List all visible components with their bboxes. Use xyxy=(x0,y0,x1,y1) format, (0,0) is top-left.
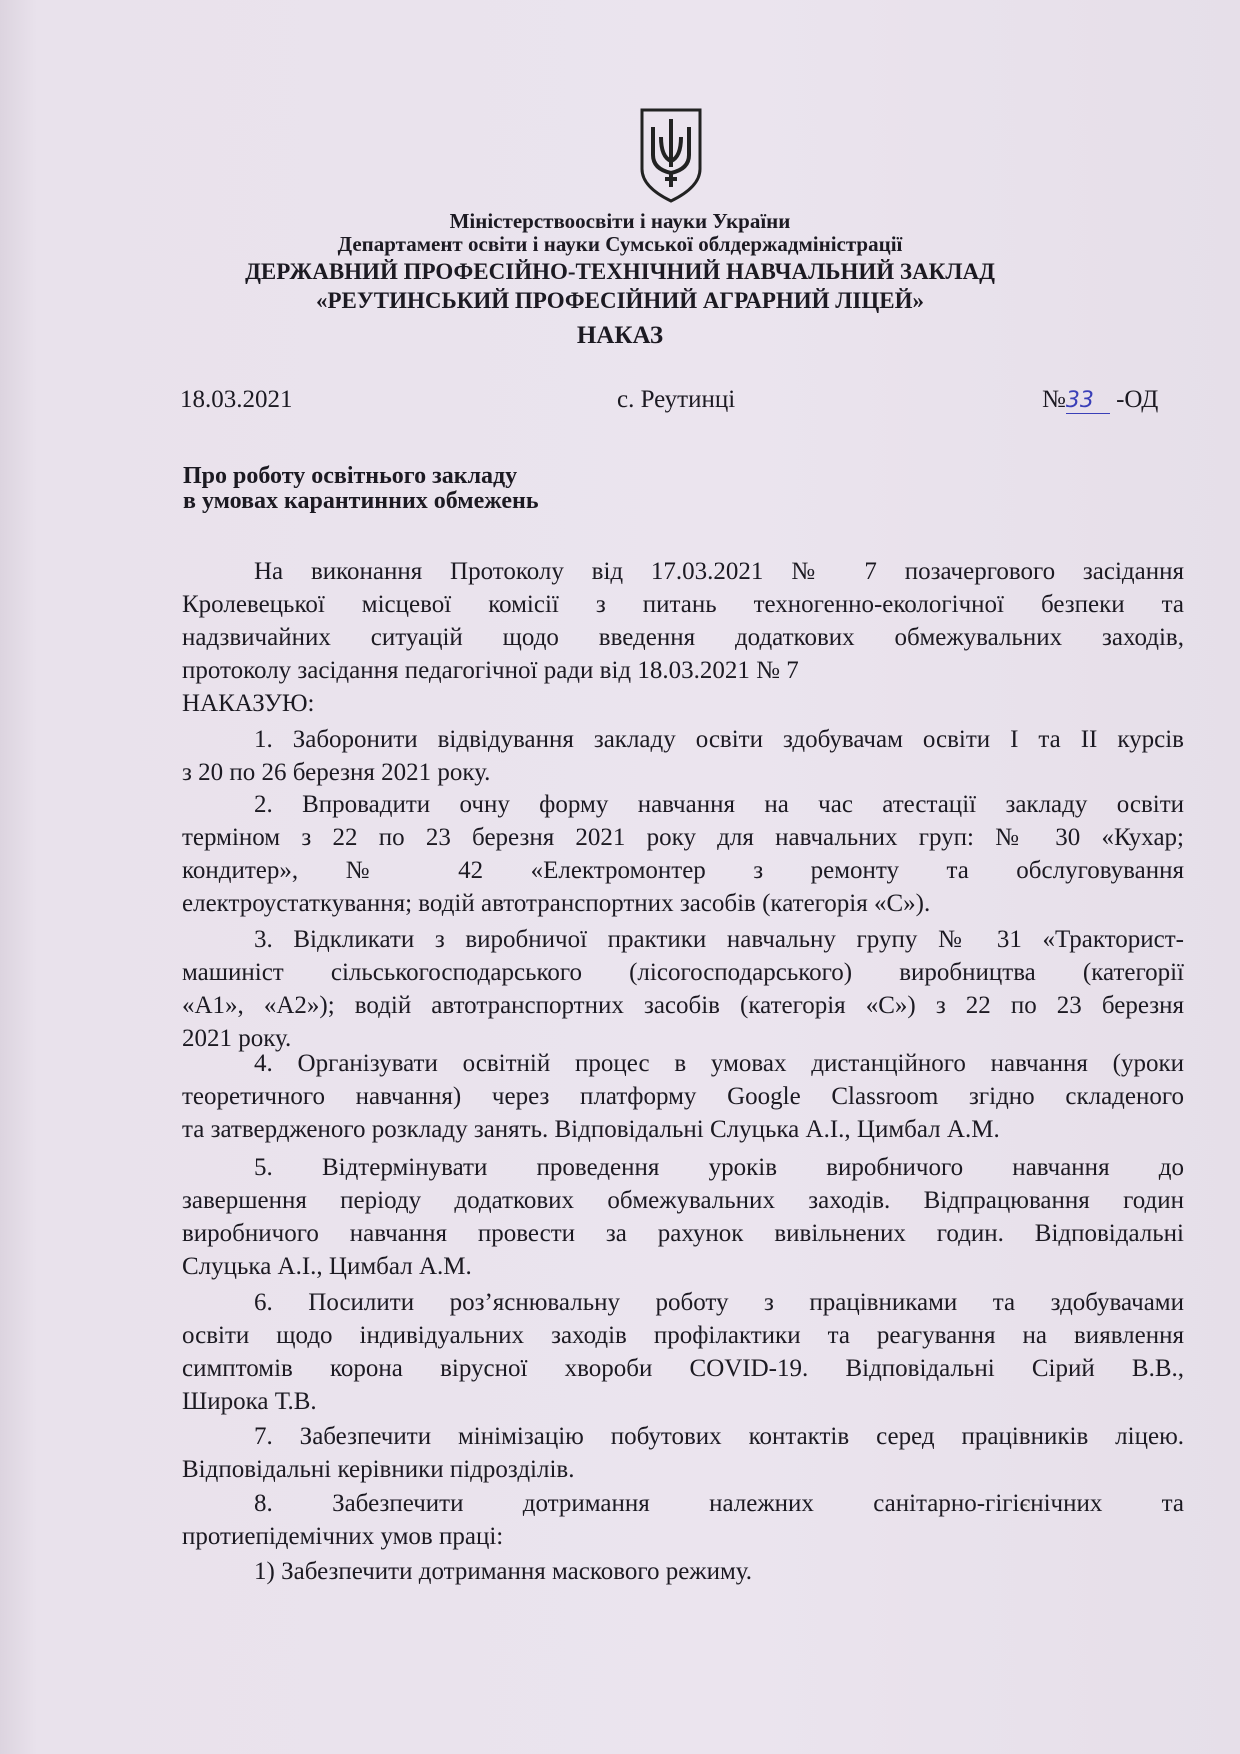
text-line: протиепідемічних умов праці: xyxy=(182,1523,504,1550)
handwritten-number: 33 xyxy=(1066,389,1110,414)
text-line: Слуцька А.І., Цимбал А.М. xyxy=(182,1253,472,1280)
order-item-paragraph xyxy=(182,1286,1184,1418)
number-prefix: № xyxy=(1042,386,1066,413)
text-line: 4. Організувати освітній процес в умовах дистанційного навчання (уроки xyxy=(254,1050,1184,1077)
order-title-line2: в умовах карантинних обмежень xyxy=(183,488,539,514)
department-name: Департамент освіти і науки Сумської облдержадміністрації xyxy=(337,232,903,256)
order-title-line1: Про роботу освітнього закладу xyxy=(183,463,518,489)
text-line: Відповідальні керівники підрозділів. xyxy=(182,1456,575,1483)
text-line: 1. Заборонити відвідування закладу освіти здобувачам освіти І та ІІ курсів xyxy=(254,726,1184,753)
text-line: 2021 року. xyxy=(182,1025,292,1052)
text-line: 2. Впровадити очну форму навчання на час атестації закладу освіти xyxy=(254,791,1184,818)
text-line: «А1», «А2»); водій автотранспортних засобів (категорія «С») з 22 по 23 березня xyxy=(182,992,1184,1019)
order-item-paragraph xyxy=(182,1047,1184,1146)
text-line: електроустаткування; водій автотранспортних засобів (категорія «С»). xyxy=(182,890,931,917)
institution-name-line2: «РЕУТИНСЬКИЙ ПРОФЕСІЙНИЙ АГРАРНИЙ ЛІЦЕЙ» xyxy=(316,288,924,313)
order-item-paragraph xyxy=(182,788,1184,920)
text-line: Широка Т.В. xyxy=(182,1388,317,1415)
text-line: На виконання Протоколу від 17.03.2021 № 7 позачергового засідання xyxy=(254,558,1184,585)
text-line: 5. Відтермінувати проведення уроків виробничого навчання до xyxy=(254,1154,1184,1181)
order-place: с. Реутинці xyxy=(617,386,736,413)
document-type: НАКАЗ xyxy=(576,322,664,349)
order-item-paragraph xyxy=(182,923,1184,1055)
text-line: з 20 по 26 березня 2021 року. xyxy=(182,759,491,786)
number-suffix: -ОД xyxy=(1109,386,1159,413)
text-line: кондитер», № 42 «Електромонтер з ремонту та обслуговування xyxy=(182,857,1184,884)
text-line: НАКАЗУЮ: xyxy=(182,690,315,717)
text-line: терміном з 22 по 23 березня 2021 року для навчальних груп: № 30 «Кухар; xyxy=(182,824,1184,851)
ministry-name: Міністерствоосвіти і науки України xyxy=(449,209,791,233)
text-line: надзвичайних ситуацій щодо введення додаткових обмежувальних заходів, xyxy=(182,624,1184,651)
preamble-paragraph xyxy=(182,555,1184,720)
order-item-paragraph xyxy=(182,1151,1184,1283)
order-number xyxy=(1042,386,1158,414)
coat-of-arms-icon xyxy=(639,107,703,203)
text-line: завершення періоду додаткових обмежувальних заходів. Відпрацювання годин xyxy=(182,1187,1184,1214)
text-line: 1) Забезпечити дотримання маскового режиму. xyxy=(254,1558,753,1585)
text-line: машиніст сільськогосподарського (лісогосподарського) виробництва (категорії xyxy=(182,959,1184,986)
text-line: симптомів корона вірусної хвороби COVID-19. Відповідальні Сірий В.В., xyxy=(182,1355,1184,1382)
text-line: 6. Посилити роз’яснювальну роботу з працівниками та здобувачами xyxy=(254,1289,1184,1316)
text-line: та затвердженого розкладу занять. Відповідальні Слуцька А.І., Цимбал А.М. xyxy=(182,1116,1000,1143)
text-line: Кролевецької місцевої комісії з питань техногенно-екологічної безпеки та xyxy=(182,591,1184,618)
text-line: виробничого навчання провести за рахунок вивільнених годин. Відповідальні xyxy=(182,1220,1184,1247)
text-line: освіти щодо індивідуальних заходів профілактики та реагування на виявлення xyxy=(182,1322,1184,1349)
text-line: 3. Відкликати з виробничої практики навчальну групу № 31 «Тракторист- xyxy=(254,926,1184,953)
order-date: 18.03.2021 xyxy=(180,386,293,413)
text-line: 7. Забезпечити мінімізацію побутових контактів серед працівників ліцею. xyxy=(254,1423,1184,1450)
order-item-paragraph xyxy=(182,1420,1184,1486)
institution-name-line1: ДЕРЖАВНИЙ ПРОФЕСІЙНО-ТЕХНІЧНИЙ НАВЧАЛЬНИЙ ЗАКЛАД xyxy=(245,259,995,284)
text-line: 8. Забезпечити дотримання належних санітарно-гігієнічних та xyxy=(254,1490,1184,1517)
text-line: протоколу засідання педагогічної ради від 18.03.2021 № 7 xyxy=(182,657,799,684)
text-line: теоретичного навчання) через платформу Google Classroom згідно складеного xyxy=(182,1083,1184,1110)
order-item-paragraph xyxy=(182,1487,1184,1553)
order-item-paragraph xyxy=(182,1555,1184,1588)
order-item-paragraph xyxy=(182,723,1184,789)
